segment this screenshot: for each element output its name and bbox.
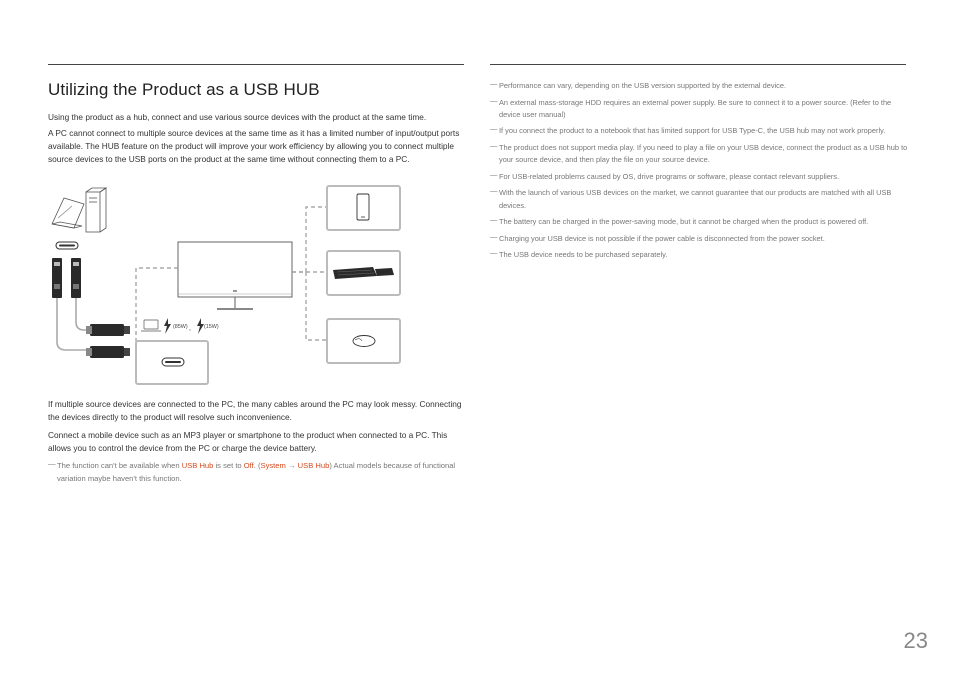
power-label-separator: , [189,325,191,332]
top-rule-right [490,64,906,65]
right-note: ― The product does not support media play. If you need to play a file on your USB device, connect the product as a USB hub to your source device, and then play the file on your source device. [490,140,908,165]
usb-hub-term: USB Hub [181,461,214,470]
power-label-15w: (15W) [204,324,219,330]
laptop-icon [52,198,84,228]
right-notes-list [490,80,908,266]
power-bolt-icon [164,318,171,334]
pc-tower-icon [86,188,106,232]
right-note: ― With the launch of various USB devices on the market, we cannot guarantee that our products are matched with all USB devices. [490,186,892,210]
keyboard-device-box [327,251,400,295]
note-dash: ― [48,459,56,468]
after-paragraph-2: Connect a mobile device such as an MP3 player or smartphone to the product when connected to a PC. This allows you to control the device from the PC or charge the device battery. [48,430,448,454]
cable-plug-horizontal-icon [86,324,130,336]
after-paragraph-1: If multiple source devices are connected to the PC, the many cables around the PC may look messy. Connecting the devices directly to the product will resolve such inconvenience. [48,399,462,423]
usb-hub-term: USB Hub [297,461,330,470]
off-term: Off [243,461,254,470]
cable-line [57,298,90,350]
cable-plug-a-icon [71,258,81,298]
intro-paragraph-1: Using the product as a hub, connect and use various source devices with the product at the same time. [48,112,427,122]
laptop-small-icon [141,320,161,331]
usb-hub-diagram [44,182,406,388]
cable-plug-c-icon [52,258,62,298]
right-note: ― The USB device needs to be purchased separately. [490,248,668,260]
right-note: ― If you connect the product to a notebook that has limited support for USB Type-C, the USB hub may not work properly. [490,124,886,136]
right-note: ― An external mass-storage HDD requires an external power supply. Be sure to connect it to a power source. (Refer to the device user manual) [490,95,892,119]
smartphone-device-box [327,186,400,230]
power-label-85w: (85W) [173,324,188,330]
monitor-icon [178,242,292,310]
cable-line [76,298,90,330]
monitor-usb-c-port-box [136,341,208,384]
cable-plug-horizontal-icon [86,346,130,358]
usb-c-port-icon [56,242,78,249]
page-title: Utilizing the Product as a USB HUB [48,80,320,99]
right-note: ― Charging your USB device is not possible if the power cable is disconnected from the power socket. [490,231,825,243]
page-number: 23 [903,628,928,653]
right-note: ― For USB-related problems caused by OS, drive programs or software, please contact relevant suppliers. [490,169,840,181]
system-term: System [260,461,286,470]
mouse-device-box [327,319,400,363]
power-bolt-icon [197,318,204,334]
right-note: ― Performance can vary, depending on the USB version supported by the external device. [490,79,787,90]
right-note: ― The battery can be charged in the power-saving mode, but it cannot be charged when the product is powered off. [490,215,869,227]
top-rule-left [48,64,464,65]
function-note: ― The function can't be available when USB Hub is set to Off. (System → USB Hub) Actual models because of functional variation maybe haven't this function. [48,459,456,483]
intro-paragraph-2: A PC cannot connect to multiple source devices at the same time as it has a limited number of input/output ports available. The HUB feature on the product will improve your work efficiency by allowing you to connect multiple source devices to the USB ports on the product at the same time without connecting them to a PC. [48,128,460,165]
